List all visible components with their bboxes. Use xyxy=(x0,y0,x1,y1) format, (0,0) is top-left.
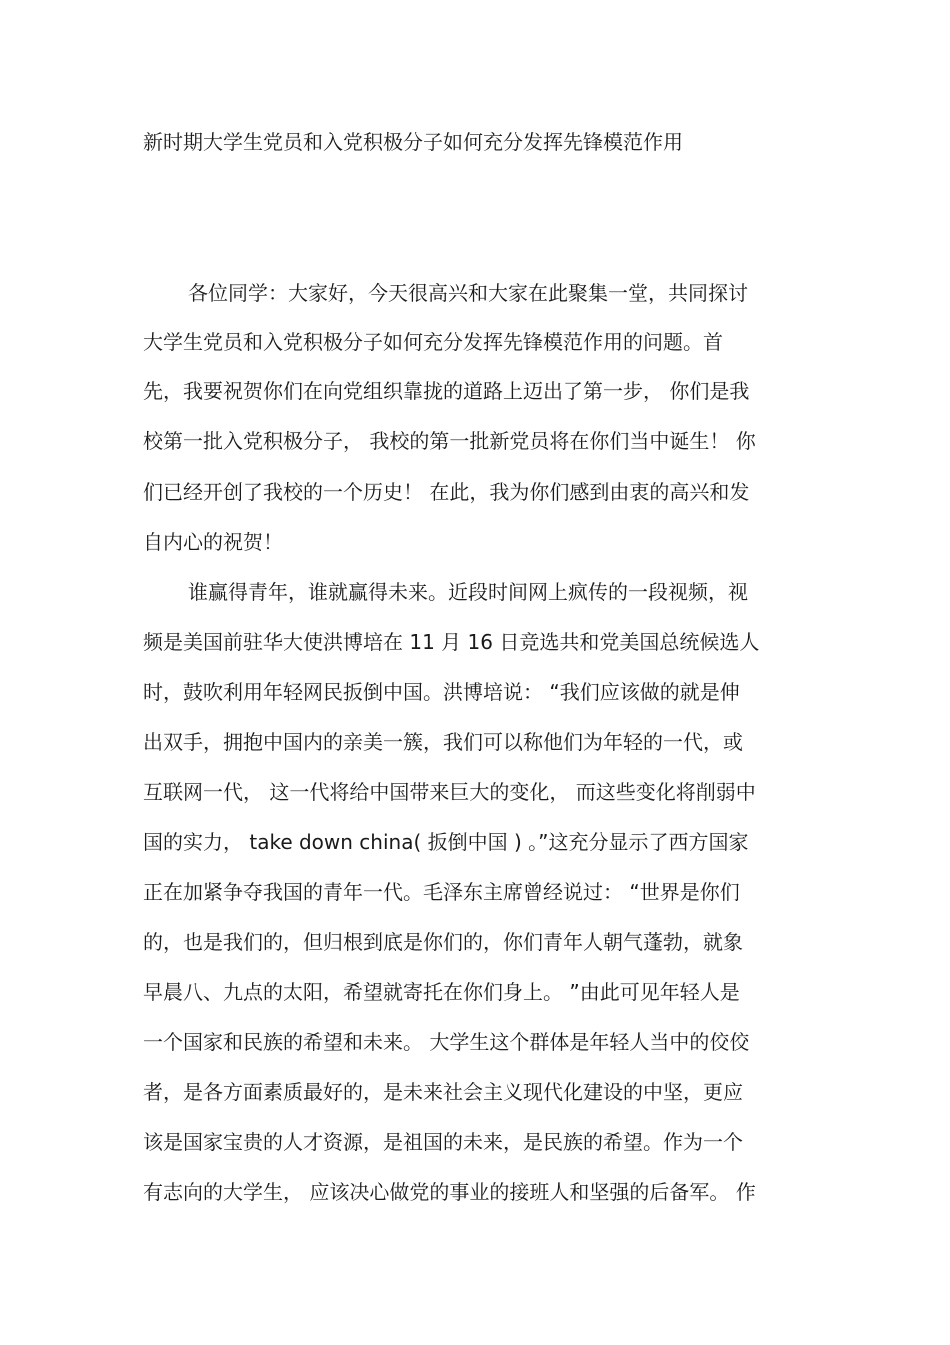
body-line: 各位同学：大家好，今天很高兴和大家在此聚集一堂，共同探讨 xyxy=(188,281,748,305)
body-line: 频是美国前驻华大使洪博培在 11 月 16 日竞选共和党美国总统候选人 xyxy=(143,630,760,654)
body-line: 者，是各方面素质最好的，是未来社会主义现代化建设的中坚，更应 xyxy=(143,1080,743,1104)
body-line: 有志向的大学生， 应该决心做党的事业的接班人和坚强的后备军。 作 xyxy=(143,1180,756,1204)
body-line: 谁赢得青年，谁就赢得未来。近段时间网上疯传的一段视频，视 xyxy=(188,580,748,604)
body-line: 国的实力， take down china( 扳倒中国 ) 。”这充分显示了西方国家 xyxy=(143,830,749,854)
body-line: 互联网一代， 这一代将给中国带来巨大的变化， 而这些变化将削弱中 xyxy=(143,780,756,804)
body-line: 一个国家和民族的希望和未来。 大学生这个群体是年轻人当中的佼佼 xyxy=(143,1030,750,1054)
body-line: 时，鼓吹利用年轻网民扳倒中国。洪博培说： “我们应该做的就是伸 xyxy=(143,680,740,704)
body-line: 校第一批入党积极分子， 我校的第一批新党员将在你们当中诞生！ 你 xyxy=(143,429,756,453)
body-line: 的，也是我们的，但归根到底是你们的，你们青年人朝气蓬勃，就象 xyxy=(143,930,743,954)
body-line: 大学生党员和入党积极分子如何充分发挥先锋模范作用的问题。首 xyxy=(143,330,723,354)
body-line: 早晨八、九点的太阳，希望就寄托在你们身上。 ”由此可见年轻人是 xyxy=(143,980,740,1004)
body-line: 出双手，拥抱中国内的亲美一簇，我们可以称他们为年轻的一代，或 xyxy=(143,730,743,754)
body-line: 该是国家宝贵的人才资源，是祖国的未来，是民族的希望。作为一个 xyxy=(143,1130,743,1154)
body-line: 先，我要祝贺你们在向党组织靠拢的道路上迈出了第一步， 你们是我 xyxy=(143,379,750,403)
body-line: 正在加紧争夺我国的青年一代。毛泽东主席曾经说过： “世界是你们 xyxy=(143,880,740,904)
body-line: 们已经开创了我校的一个历史！ 在此，我为你们感到由衷的高兴和发 xyxy=(143,480,750,504)
body-line: 自内心的祝贺！ xyxy=(143,530,283,554)
document-title: 新时期大学生党员和入党积极分子如何充分发挥先锋模范作用 xyxy=(143,130,683,154)
